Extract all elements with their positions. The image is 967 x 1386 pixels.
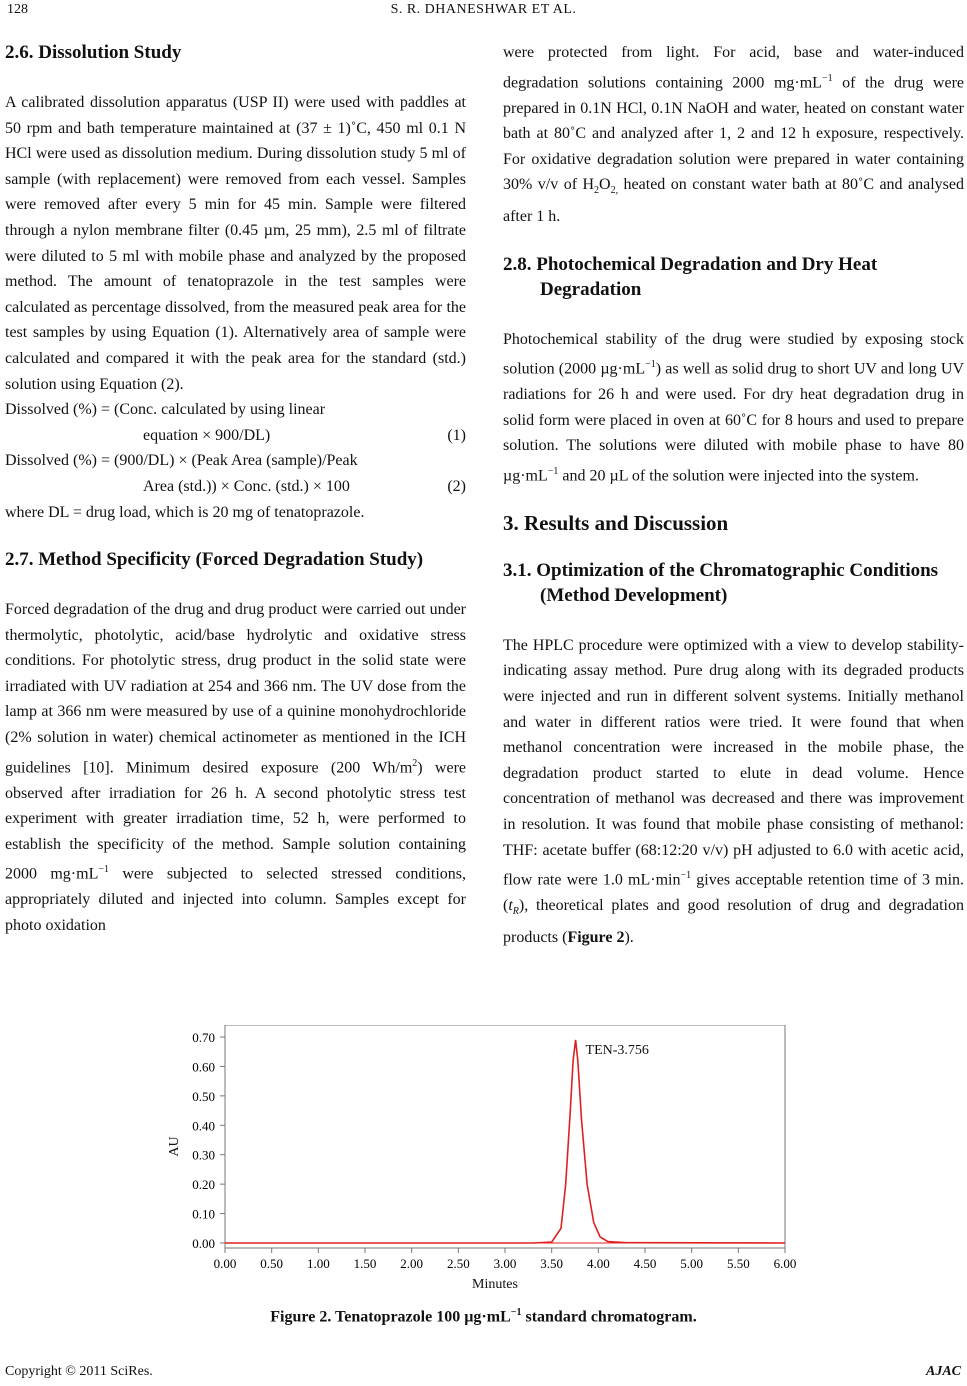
x-tick-label: 3.00 [493,1256,517,1271]
equation-2 [5,448,466,499]
y-tick-label: 0.50 [192,1088,215,1104]
right-paragraph-1: were protected from light. For acid, base and water-induced degradation solutions containing 2000 $mg\cdot mL^{-1}$ of the drug were prepared in 0.1N HCl, 0.1N NaOH and water, heated on constant water bath at 80˚C and analyzed after 1, 2 and 12 h exposure, respectively. For oxidative degradation solution were prepared in water containing 30% v/v of $H_2O_{2,}$ heated on constant water bath at 80˚C and analysed after 1 h. [503,44,964,226]
x-tick-label: 0.50 [260,1256,284,1271]
y-tick-label: 0.20 [192,1177,215,1193]
y-tick-label: 0.00 [192,1236,215,1251]
equation-1 [5,397,466,448]
figure-caption: Figure 2. Tenatoprazole 100 $\mu g\cdot mL^{-1}$ standard chromatogram. [270,1307,697,1326]
x-tick-label: 4.50 [633,1256,657,1271]
equation-1-line-2: equation × 900/DL) [143,426,271,444]
running-title: S. R. DHANESHWAR ET AL. [390,2,577,17]
y-tick-label: 0.10 [192,1206,215,1222]
chromatogram-peak [225,1040,785,1243]
section-2-7-body: Forced degradation of the drug and drug product were carried out under thermolytic, photolytic, acid/base hydrolytic and oxidative stress conditions. For photolytic stress, drug product in the solid state were irradiated with UV radiation at 254 and 366 nm. The UV dose from the lamp at 366 nm were measured by use of a quinine monohydrochloride (2% solution in water) chemical actinometer as mentioned in the ICH guidelines [10]. Minimum desired exposure (200 $Wh/m^2$) were observed after irradiation for 26 h. A second photolytic stress test experiment with greater irradiation time, 52 h, were performed to establish the specificity of the method. Sample solution containing 2000 $mg\cdot mL^{-1}$ were subjected to selected stressed conditions, appropriately diluted and injected into column. Samples except for photo oxidation [5,601,467,934]
copyright-notice: Copyright © 2011 SciRes. [5,1364,153,1379]
section-2-8-body: Photochemical stability of the drug were studied by exposing stock solution (2000 $\mu g\cdot mL^{-1}$) as well as solid drug to short UV and long UV radiations for 26 h and were used. For dry heat degradation drug in solid form were placed in oven at 60˚C for 8 hours and used to prepare solution. The solutions were diluted with mobile phase to have 80 $\mu g\cdot mL^{-1}$ and 20 µL of the solution were injected into the system. [503,330,964,485]
x-tick-label: 2.00 [400,1256,424,1271]
x-tick-label: 1.00 [306,1256,330,1271]
peak-label: TEN-3.756 [585,1042,649,1058]
equation-2-line-1: Dissolved (%) = (900/DL) × (Peak Area (sample)/Peak [5,452,358,470]
plot-frame [225,1025,785,1248]
section-2-7-title: 2.7. Method Specificity (Forced Degradation Study) [5,549,424,571]
section-3-1-body: The HPLC procedure were optimized with a view to develop stability-indicating assay method. Pure drug along with its degraded products were injected and run in different solvent systems. Initially methanol and water in different ratios were tried. It were found that when methanol concentration were increased in the mobile phase, the degradation product started to elute in dead volume. Hence concentration of methanol was decreased and there was improvement in resolution. It was found that mobile phase consisting of methanol: THF: acetate buffer (68:12:20 v/v) pH adjusted to 6.0 with acetic acid, flow rate were 1.0 $mL\cdot\min^{-1}$ gives acceptable retention time of 3 min. $(t_R)$, theoretical plates and good resolution of drug and degradation products (Figure 2). [503,636,965,946]
x-tick-label: 1.50 [353,1256,377,1271]
section-2-8-title: 2.8. Photochemical Degradation and Dry Heat Degradation [503,253,878,300]
x-tick-label: 5.00 [680,1256,704,1271]
section-3-title: 3. Results and Discussion [503,510,729,535]
section-2-6-body: A calibrated dissolution apparatus (USP II) were used with paddles at 50 rpm and bath temperature maintained at (37 ± 1)˚C, 450 ml 0.1 N HCl were used as dissolution medium. During dissolution study 5 ml of sample (with replacement) were removed from each vessel. Samples were removed after every 5 min for 45 min. Sample were filtered through a nylon membrane filter (0.45 µm, 25 mm), 2.5 ml of filtrate were diluted to 5 ml with mobile phase and analyzed by the proposed method. The amount of tenatoprazole in the test samples were calculated as percentage dissolved, from the measured peak area for the test samples by using Equation (1). Alternatively area of sample were calculated and compared it with the peak area for the standard (std.) solution using Equation (2). [5,94,466,393]
equation-2-line-2: Area (std.)) × Conc. (std.) × 100 [143,477,350,495]
y-tick-label: 0.30 [192,1147,215,1163]
x-tick-label: 6.00 [773,1256,797,1271]
equation-2-number: (2) [447,477,466,495]
page-number: 128 [7,2,28,17]
right-column [503,40,964,951]
x-tick-label: 5.50 [726,1256,750,1271]
drug-load-note: where DL = drug load, which is 20 mg of tenatoprazole. [5,503,365,521]
chromatogram-figure [160,1025,810,1295]
x-tick-label: 3.50 [540,1256,564,1271]
equation-1-number: (1) [447,426,466,444]
x-tick-label: 4.00 [586,1256,610,1271]
x-axis-label: Minutes [472,1277,518,1292]
section-2-6-title: 2.6. Dissolution Study [5,42,182,63]
journal-name: AJAC [925,1364,961,1379]
y-axis-label: AU [167,1136,182,1157]
x-tick-label: 0.00 [213,1256,237,1271]
equation-1-line-1: Dissolved (%) = (Conc. calculated by using linear [5,401,326,419]
section-3-1-title: 3.1. Optimization of the Chromatographic Conditions (Method Development) [503,559,939,606]
x-tick-label: 2.50 [446,1256,470,1271]
y-tick-label: 0.40 [192,1118,215,1134]
y-tick-label: 0.70 [192,1030,215,1045]
left-column [5,40,466,938]
y-tick-label: 0.60 [192,1059,215,1075]
chromatogram-chart [160,1025,810,1295]
figure-2-reference[interactable]: Figure 2 [567,928,625,946]
